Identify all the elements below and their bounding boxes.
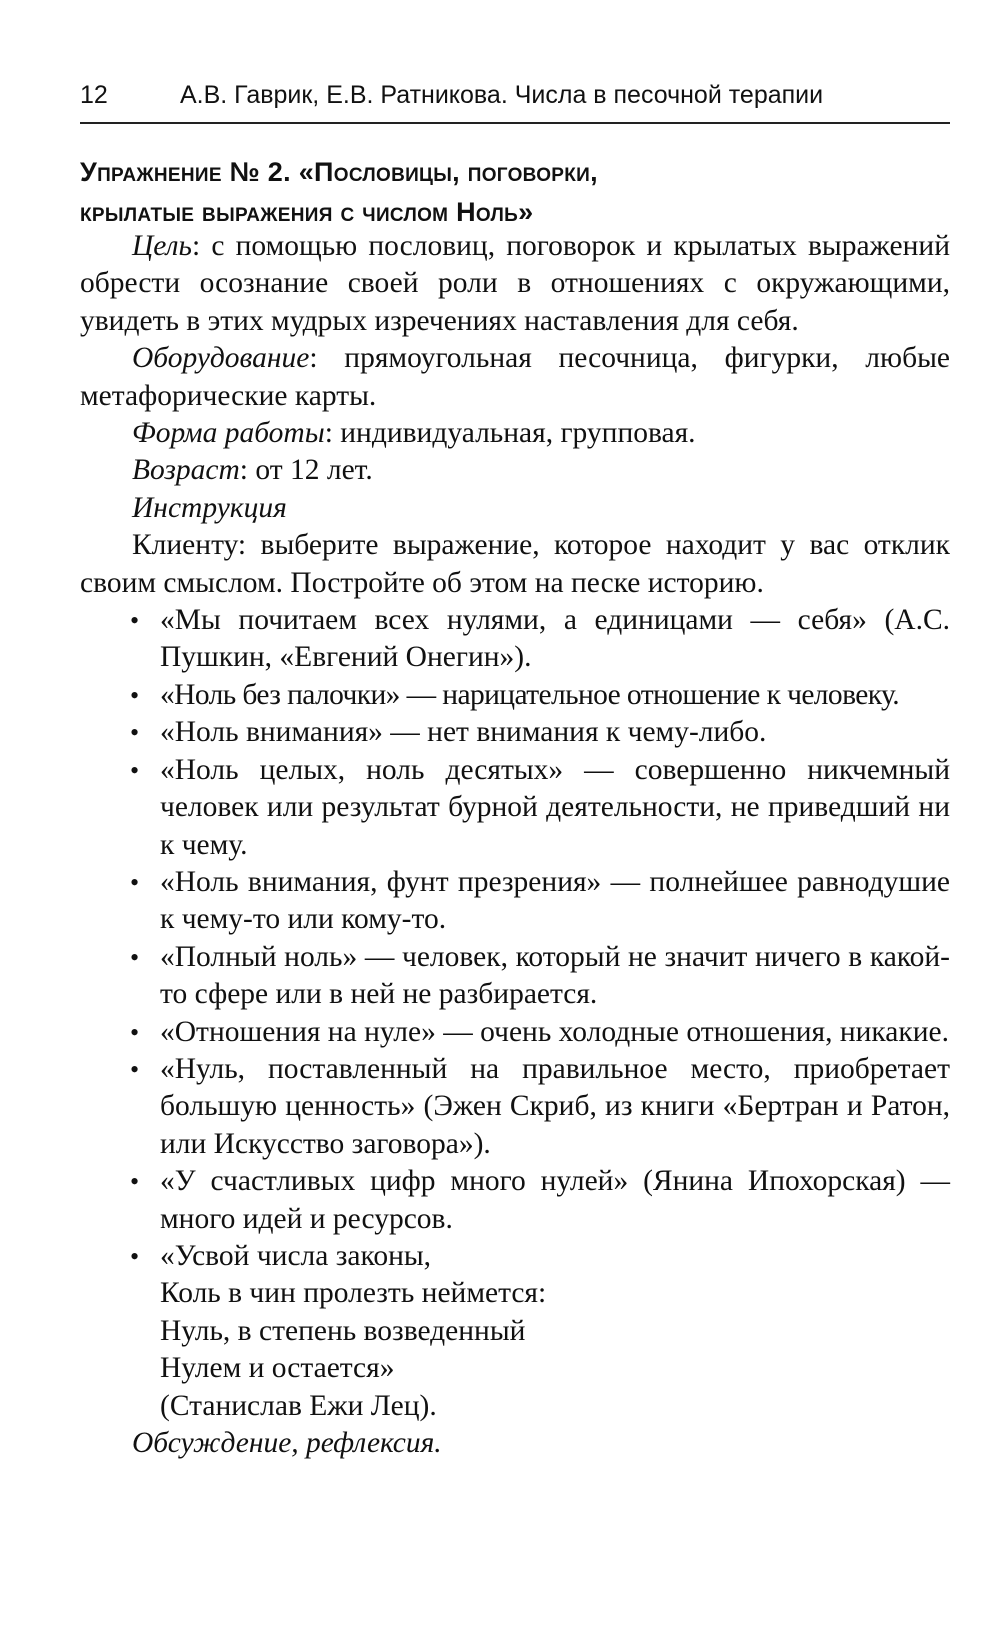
age-paragraph [80, 452, 950, 489]
equipment-text: : прямоугольная песочница, фигурки, любые метафорические карты. [80, 342, 950, 412]
list-item [80, 602, 950, 677]
work-form-text: : индивидуальная, групповая. [324, 417, 696, 450]
poem-line: Коль в чин пролезть неймется: [160, 1277, 547, 1310]
work-form-label: Форма работы [132, 417, 325, 450]
bullet-icon: • [130, 755, 140, 785]
list-item [80, 1014, 950, 1051]
page-number: 12 [80, 81, 108, 109]
list-item [80, 1051, 950, 1163]
exercise-heading [80, 152, 950, 232]
running-title: А.В. Гаврик, Е.В. Ратникова. Числа в песочной терапии [180, 81, 824, 109]
bullet-icon: • [130, 1167, 140, 1197]
list-item [80, 1163, 950, 1238]
list-item-text: «Отношения на нуле» — очень холодные отношения, никакие. [160, 1015, 949, 1048]
list-item [80, 752, 950, 864]
list-item [80, 939, 950, 1014]
list-item-text: «Нуль, поставленный на правильное место, приобретает большую ценность» (Эжен Скриб, из книги «Бертран и Ратон, или Искусство заговора»). [160, 1052, 950, 1160]
poem-attribution: (Станислав Ежи Лец). [160, 1389, 437, 1422]
instruction-label: Инструкция [132, 491, 287, 524]
discussion-label: Обсуждение, рефлексия. [132, 1427, 442, 1459]
list-item [80, 677, 950, 714]
bullet-icon: • [130, 942, 140, 972]
goal-paragraph [80, 228, 950, 340]
exercise-heading-line-2: крылатые выражения с числом Ноль» [80, 197, 534, 227]
bullet-icon: • [130, 1017, 140, 1047]
age-text: : от 12 лет. [239, 454, 373, 487]
goal-text: : с помощью пословиц, поговорок и крылатых выражений обрести осознание своей роли в отношениях с окружающими, увидеть в этих мудрых изречениях наставления для себя. [80, 230, 950, 337]
poem-item [80, 1238, 950, 1425]
goal-label: Цель [132, 230, 192, 262]
bullet-icon: • [130, 606, 140, 636]
list-item-text: «Мы почитаем всех нулями, а единицами — себя» (А.С. Пушкин, «Евгений Онегин»). [160, 604, 950, 674]
poem-line: Нулем и остается» [160, 1352, 395, 1385]
equipment-label: Оборудование [132, 342, 310, 375]
bullet-icon: • [130, 1241, 140, 1271]
running-head [80, 72, 950, 118]
work-form-paragraph [80, 415, 950, 452]
list-item-text: «Ноль целых, ноль десятых» — совершенно никчемный человек или результат бурной деятельности, не приведший ни к чему. [160, 753, 950, 861]
poem-line: Нуль, в степень возведенный [160, 1314, 526, 1347]
bullet-icon: • [130, 867, 140, 897]
header-divider [80, 122, 950, 124]
instruction-text: Клиенту: выберите выражение, которое находит у вас отклик своим смыслом. Постройте об этом на песке историю. [80, 529, 950, 599]
bullet-icon: • [130, 1054, 140, 1084]
list-item [80, 714, 950, 751]
proverb-list [80, 602, 950, 1425]
exercise-heading-line-1: Упражнение № 2. «Пословицы, поговорки, [80, 157, 598, 187]
equipment-paragraph [80, 340, 950, 415]
bullet-icon: • [130, 680, 140, 710]
list-item [80, 864, 950, 939]
list-item-text: «Полный ноль» — человек, который не значит ничего в какой-то сфере или в ней не разбирается. [160, 940, 950, 1011]
list-item-text: «Ноль внимания, фунт презрения» — полнейшее равнодушие к чему-то или кому-то. [160, 865, 950, 936]
list-item-text: «Ноль внимания» — нет внимания к чему-либо. [160, 716, 767, 749]
list-item-text: «У счастливых цифр много нулей» (Янина Ипохорская) — много идей и ресурсов. [160, 1165, 950, 1235]
poem-line: «Усвой числа законы, [160, 1239, 432, 1272]
page-body [80, 228, 950, 1462]
bullet-icon: • [130, 718, 140, 748]
age-label: Возраст [132, 454, 240, 487]
list-item-text: «Ноль без палочки» — нарицательное отношение к человеку. [160, 678, 900, 711]
